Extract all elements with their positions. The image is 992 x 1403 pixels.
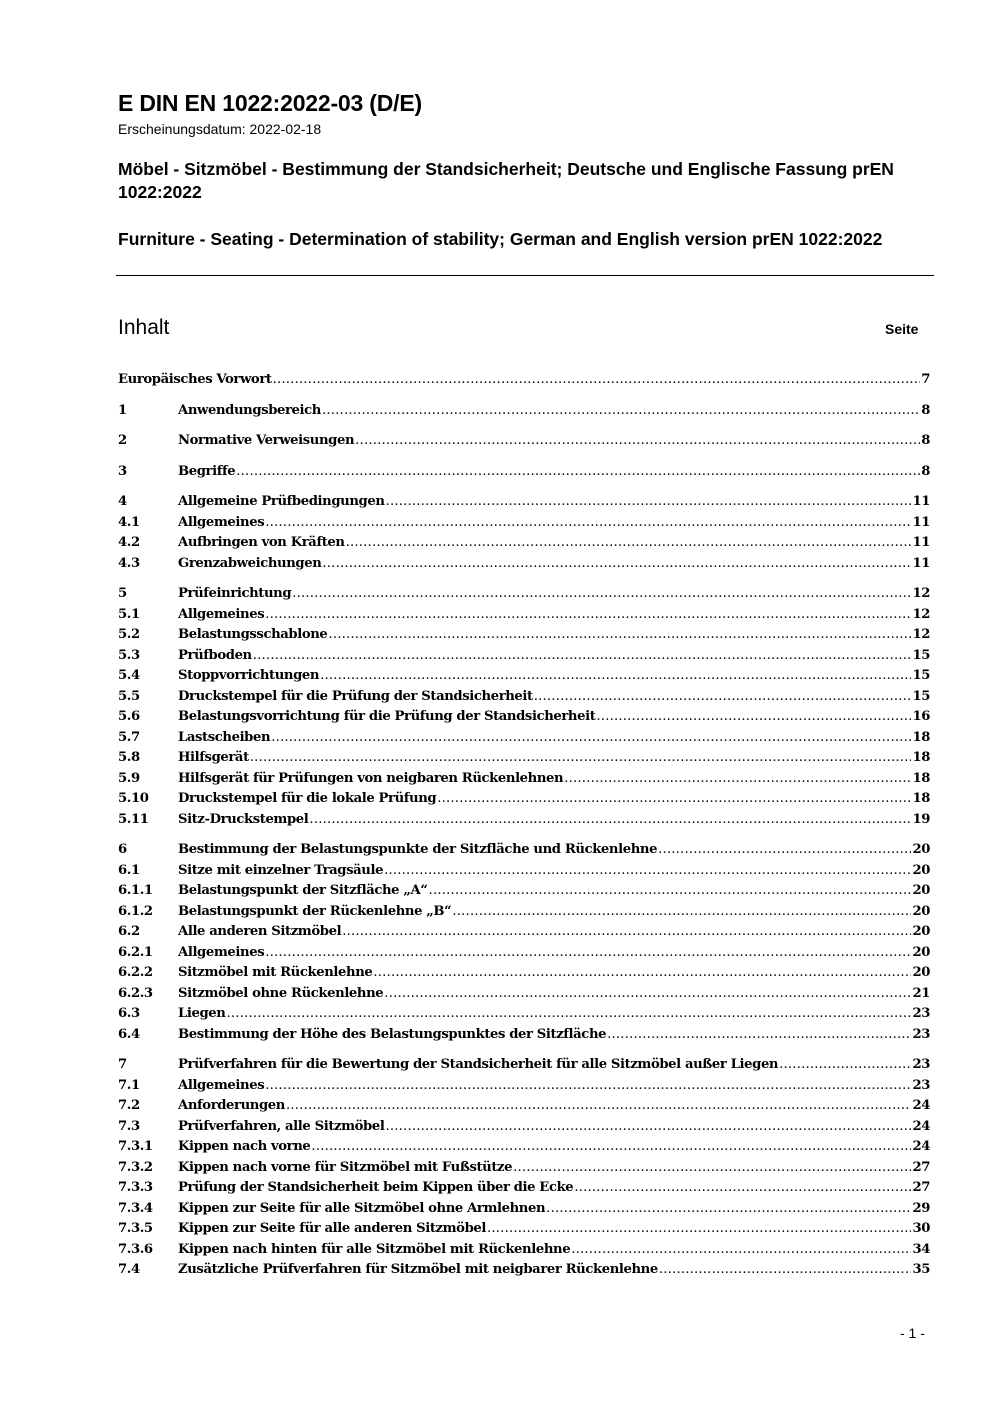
toc-entry-number: 7.3.6	[118, 1241, 153, 1257]
toc-entry-number: 7.4	[118, 1262, 140, 1277]
toc-dot-leader	[309, 812, 911, 827]
toc-entry[interactable]	[118, 648, 930, 669]
toc-entry-number: 6.2	[118, 924, 140, 939]
toc-entry-page: 18	[912, 770, 930, 786]
title-english: Furniture - Seating - Determination of stability; German and English version prEN 1022:2022	[118, 229, 883, 249]
toc-entry[interactable]	[118, 1057, 930, 1078]
toc-dot-leader	[384, 863, 911, 878]
toc-dot-leader	[265, 1078, 911, 1093]
toc-entry[interactable]	[118, 433, 930, 454]
toc-entry[interactable]	[118, 1119, 930, 1140]
toc-entry-number: 4.1	[118, 514, 140, 530]
toc-entry-title: Stoppvorrichtungen	[178, 668, 320, 683]
toc-entry[interactable]	[118, 986, 930, 1007]
toc-entry-number: 7.3.1	[118, 1139, 153, 1154]
toc-entry-number: 7.3.5	[118, 1221, 153, 1236]
toc-dot-leader	[373, 965, 911, 980]
toc-entry-page: 8	[921, 433, 930, 448]
toc-entry-number: 6.4	[118, 1026, 140, 1042]
toc-entry[interactable]	[118, 1160, 930, 1181]
toc-entry-title: Alle anderen Sitzmöbel	[178, 924, 342, 939]
toc-entry[interactable]	[118, 791, 930, 812]
toc-entry-title: Druckstempel für die lokale Prüfung	[178, 791, 437, 806]
toc-entry-title: Allgemeines	[178, 1077, 265, 1093]
toc-entry-page: 11	[912, 535, 930, 550]
toc-entry-page: 8	[921, 463, 930, 479]
toc-entry-page: 24	[912, 1118, 930, 1134]
toc-entry-number: 5.2	[118, 627, 140, 642]
toc-entry[interactable]	[118, 1242, 930, 1263]
toc-entry[interactable]	[118, 535, 930, 556]
toc-entry-number: 6.2.3	[118, 985, 153, 1001]
toc-entry-page: 15	[912, 688, 930, 704]
toc-entry-title: Zusätzliche Prüfverfahren für Sitzmöbel mit neigbarer Rückenlehne	[178, 1262, 658, 1277]
toc-entry-title: Kippen zur Seite für alle anderen Sitzmöbel	[178, 1221, 486, 1236]
toc-dot-leader	[564, 771, 911, 786]
toc-entry[interactable]	[118, 372, 930, 393]
toc-entry[interactable]	[118, 945, 930, 966]
toc-entry-number: 6	[118, 842, 127, 857]
toc-entry-number: 7.3	[118, 1118, 140, 1134]
toc-entry-title: Bestimmung der Belastungspunkte der Sitzfläche und Rückenlehne	[178, 842, 658, 857]
toc-entry-title: Prüfverfahren, alle Sitzmöbel	[178, 1118, 385, 1134]
toc-dot-leader	[452, 904, 911, 919]
toc-entry-title: Anwendungsbereich	[178, 402, 321, 418]
toc-entry-page: 23	[912, 1077, 930, 1093]
toc-entry[interactable]	[118, 494, 930, 515]
toc-entry-title: Liegen	[178, 1006, 226, 1021]
toc-entry-number: 7	[118, 1057, 127, 1072]
toc-dot-leader	[596, 709, 911, 724]
toc-entry-title: Anforderungen	[178, 1098, 285, 1113]
toc-entry-page: 18	[912, 729, 930, 745]
toc-heading: Inhalt	[118, 316, 170, 339]
toc-entry-title: Allgemeine Prüfbedingungen	[178, 494, 385, 509]
toc-entry[interactable]	[118, 1221, 930, 1242]
toc-dot-leader	[273, 372, 921, 387]
toc-entry[interactable]	[118, 1006, 930, 1027]
toc-entry[interactable]	[118, 904, 930, 925]
toc-dot-leader	[226, 1006, 911, 1021]
toc-entry-page: 19	[912, 811, 930, 827]
toc-dot-leader	[437, 791, 911, 806]
toc-entry-number: 6.2.2	[118, 965, 153, 980]
toc-entry-title: Belastungspunkt der Rückenlehne „B“	[178, 903, 452, 919]
toc-dot-leader	[607, 1027, 911, 1042]
toc-dot-leader	[571, 1242, 911, 1257]
toc-entry-page: 23	[912, 1006, 930, 1021]
toc-entry[interactable]	[118, 689, 930, 710]
toc-entry-title: Bestimmung der Höhe des Belastungspunktes der Sitzfläche	[178, 1026, 607, 1042]
toc-entry-title: Kippen zur Seite für alle Sitzmöbel ohne Armlehnen	[178, 1200, 546, 1216]
toc-entry[interactable]	[118, 1180, 930, 1201]
toc-dot-leader	[346, 535, 912, 550]
toc-dot-leader	[385, 1119, 911, 1134]
document-id: E DIN EN 1022:2022-03 (D/E)	[118, 90, 422, 116]
toc-dot-leader	[487, 1221, 911, 1236]
toc-entry-number: 5.8	[118, 750, 140, 765]
toc-entry-title: Belastungspunkt der Sitzfläche „A“	[178, 883, 428, 898]
toc-entry-page: 20	[912, 903, 930, 919]
toc-dot-leader	[659, 1262, 912, 1277]
toc-entry-page: 27	[912, 1159, 930, 1175]
toc-entry-page: 15	[912, 647, 930, 663]
toc-entry-number: 4	[118, 494, 127, 509]
toc-dot-leader	[265, 945, 911, 960]
toc-entry-number: 5.6	[118, 709, 140, 724]
toc-entry-page: 20	[912, 842, 930, 857]
toc-page-column-label: Seite	[885, 321, 919, 337]
toc-entry-page: 20	[912, 862, 930, 878]
toc-entry[interactable]	[118, 750, 930, 771]
toc-entry[interactable]	[118, 965, 930, 986]
toc-entry-number: 7.2	[118, 1098, 140, 1113]
toc-dot-leader	[386, 494, 912, 509]
toc-entry-title: Prüfboden	[178, 647, 252, 663]
toc-entry[interactable]	[118, 883, 930, 904]
toc-dot-leader	[328, 627, 911, 642]
toc-entry-number: 5.4	[118, 668, 140, 683]
toc-entry-page: 29	[912, 1200, 930, 1216]
toc-entry-title: Prüfverfahren für die Bewertung der Standsicherheit für alle Sitzmöbel außer Liegen	[178, 1057, 779, 1072]
toc-entry-page: 24	[912, 1098, 930, 1113]
toc-entry[interactable]	[118, 464, 930, 485]
toc-entry-page: 23	[912, 1026, 930, 1042]
toc-entry-number: 4.2	[118, 535, 140, 550]
toc-entry-page: 16	[912, 709, 930, 724]
toc-entry[interactable]	[118, 730, 930, 751]
toc-entry-title: Belastungsschablone	[178, 627, 328, 642]
toc-entry[interactable]	[118, 1078, 930, 1099]
toc-entry-title: Sitzmöbel ohne Rückenlehne	[178, 985, 384, 1001]
toc-entry-page: 34	[912, 1241, 930, 1257]
toc-entry-title: Hilfsgerät	[178, 750, 249, 765]
toc-entry[interactable]	[118, 668, 930, 689]
toc-entry-title: Druckstempel für die Prüfung der Standsicherheit	[178, 688, 533, 704]
table-of-contents	[118, 372, 930, 1283]
toc-entry-page: 27	[912, 1180, 930, 1195]
toc-entry-page: 18	[912, 791, 930, 806]
toc-dot-leader	[322, 403, 920, 418]
toc-entry[interactable]	[118, 627, 930, 648]
toc-entry-page: 7	[921, 372, 930, 387]
toc-entry[interactable]	[118, 607, 930, 628]
toc-entry[interactable]	[118, 1098, 930, 1119]
toc-entry[interactable]	[118, 863, 930, 884]
toc-entry-page: 20	[912, 944, 930, 960]
toc-entry-number: 5.5	[118, 688, 140, 704]
toc-entry-title: Begriffe	[178, 463, 236, 479]
toc-entry-page: 21	[912, 985, 930, 1001]
toc-entry-title: Allgemeines	[178, 514, 265, 530]
toc-entry-number: 4.3	[118, 555, 140, 571]
toc-entry-title: Sitzmöbel mit Rückenlehne	[178, 965, 373, 980]
toc-entry-title: Prüfung der Standsicherheit beim Kippen über die Ecke	[178, 1180, 574, 1195]
toc-entry-number: 6.2.1	[118, 944, 153, 960]
toc-entry-number: 5.7	[118, 729, 140, 745]
toc-dot-leader	[265, 515, 911, 530]
toc-dot-leader	[513, 1160, 911, 1175]
toc-dot-leader	[384, 986, 911, 1001]
toc-entry-title: Hilfsgerät für Prüfungen von neigbaren Rückenlehnen	[178, 770, 564, 786]
toc-dot-leader	[574, 1180, 911, 1195]
toc-entry-page: 11	[912, 514, 930, 530]
toc-dot-leader	[779, 1057, 911, 1072]
toc-entry-page: 18	[912, 750, 930, 765]
publication-date: Erscheinungsdatum: 2022-02-18	[118, 121, 322, 137]
toc-entry-number: 7.3.2	[118, 1159, 153, 1175]
toc-entry-page: 12	[912, 606, 930, 622]
toc-entry[interactable]	[118, 1027, 930, 1048]
toc-entry-number: 7.1	[118, 1077, 140, 1093]
toc-dot-leader	[322, 556, 911, 571]
toc-entry[interactable]	[118, 403, 930, 424]
toc-entry[interactable]	[118, 1139, 930, 1160]
toc-entry-title: Allgemeines	[178, 606, 265, 622]
toc-entry[interactable]	[118, 1201, 930, 1222]
toc-entry-page: 23	[912, 1057, 930, 1072]
toc-dot-leader	[265, 607, 911, 622]
toc-entry-page: 8	[921, 402, 930, 418]
toc-dot-leader	[292, 586, 911, 601]
toc-entry[interactable]	[118, 515, 930, 536]
toc-dot-leader	[311, 1139, 911, 1154]
toc-entry[interactable]	[118, 556, 930, 577]
toc-entry-title: Allgemeines	[178, 944, 265, 960]
toc-dot-leader	[320, 668, 911, 683]
toc-entry-title: Aufbringen von Kräften	[178, 535, 345, 550]
toc-dot-leader	[534, 689, 912, 704]
toc-entry-title: Sitz-Druckstempel	[178, 811, 309, 827]
toc-entry-title: Normative Verweisungen	[178, 433, 355, 448]
toc-dot-leader	[429, 883, 912, 898]
page-number: - 1 -	[900, 1325, 925, 1341]
toc-entry-number: 6.1.2	[118, 903, 153, 919]
toc-entry[interactable]	[118, 709, 930, 730]
toc-entry-title: Kippen nach hinten für alle Sitzmöbel mit Rückenlehne	[178, 1241, 571, 1257]
toc-dot-leader	[355, 433, 920, 448]
toc-entry-number: 5	[118, 586, 127, 601]
toc-entry-title: Lastscheiben	[178, 729, 271, 745]
toc-entry-title: Kippen nach vorne für Sitzmöbel mit Fußstütze	[178, 1159, 513, 1175]
toc-entry-number: 2	[118, 433, 127, 448]
toc-entry-number: 7.3.4	[118, 1200, 153, 1216]
toc-entry-title: Kippen nach vorne	[178, 1139, 311, 1154]
toc-dot-leader	[658, 842, 911, 857]
toc-entry-page: 24	[912, 1139, 930, 1154]
toc-entry-number: 7.3.3	[118, 1180, 153, 1195]
toc-dot-leader	[253, 648, 912, 663]
toc-entry-page: 11	[912, 494, 930, 509]
toc-dot-leader	[236, 464, 920, 479]
toc-dot-leader	[271, 730, 911, 745]
header-divider	[116, 275, 934, 276]
toc-entry[interactable]	[118, 771, 930, 792]
toc-entry-page: 20	[912, 883, 930, 898]
toc-entry-number: 6.3	[118, 1006, 140, 1021]
toc-dot-leader	[342, 924, 911, 939]
toc-entry-title: Sitze mit einzelner Tragsäule	[178, 862, 384, 878]
toc-entry-page: 12	[912, 627, 930, 642]
toc-dot-leader	[546, 1201, 911, 1216]
toc-entry-title: Grenzabweichungen	[178, 555, 322, 571]
toc-entry-number: 6.1	[118, 862, 140, 878]
toc-entry-title: Europäisches Vorwort	[118, 372, 272, 387]
toc-entry[interactable]	[118, 586, 930, 607]
toc-entry[interactable]	[118, 842, 930, 863]
toc-entry-number: 3	[118, 463, 127, 479]
toc-entry-number: 5.11	[118, 811, 149, 827]
toc-dot-leader	[250, 750, 912, 765]
toc-entry[interactable]	[118, 1262, 930, 1283]
toc-entry-page: 20	[912, 924, 930, 939]
toc-entry[interactable]	[118, 924, 930, 945]
toc-entry-page: 11	[912, 555, 930, 571]
title-german: Möbel - Sitzmöbel - Bestimmung der Standsicherheit; Deutsche und Englische Fassung prEN 1022:2022	[118, 159, 894, 202]
toc-entry-number: 5.1	[118, 606, 140, 622]
toc-entry-page: 12	[912, 586, 930, 601]
toc-entry[interactable]	[118, 812, 930, 833]
toc-dot-leader	[286, 1098, 911, 1113]
toc-entry-number: 1	[118, 402, 127, 418]
toc-entry-page: 30	[912, 1221, 930, 1236]
toc-entry-number: 5.3	[118, 647, 140, 663]
toc-entry-page: 35	[912, 1262, 930, 1277]
toc-entry-page: 20	[912, 965, 930, 980]
toc-entry-title: Prüfeinrichtung	[178, 586, 292, 601]
toc-entry-number: 5.9	[118, 770, 140, 786]
toc-entry-page: 15	[912, 668, 930, 683]
toc-entry-number: 6.1.1	[118, 883, 153, 898]
toc-entry-number: 5.10	[118, 791, 149, 806]
toc-entry-title: Belastungsvorrichtung für die Prüfung der Standsicherheit	[178, 709, 596, 724]
